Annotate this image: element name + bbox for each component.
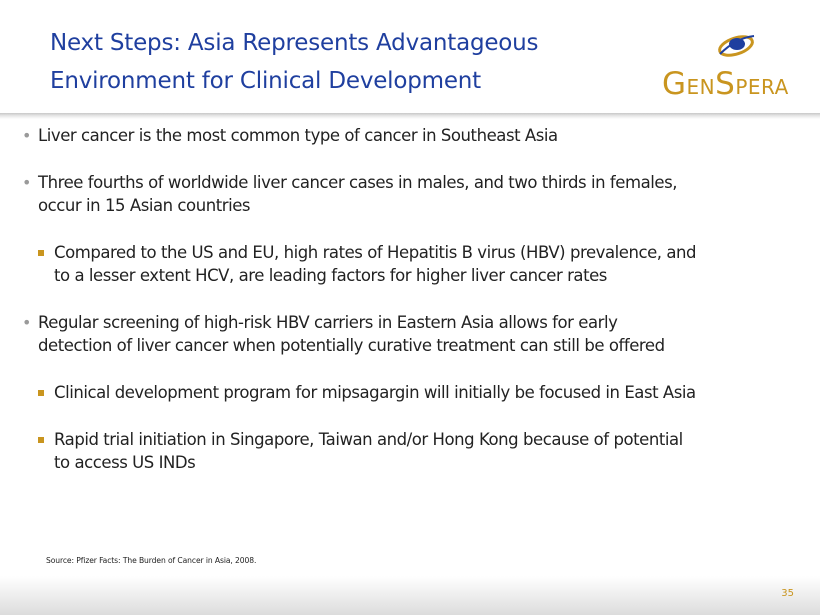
sub-bullet-1-line-2: to a lesser extent HCV, are leading factors for higher liver cancer rates xyxy=(54,266,607,285)
bullet-2 xyxy=(22,171,804,217)
sub-bullet-marker xyxy=(38,390,44,396)
sub-bullet-3-line-1: Rapid trial initiation in Singapore, Taiwan and/or Hong Kong because of potential xyxy=(54,430,683,449)
sub-bullet-1 xyxy=(22,241,804,287)
logo-letter-s: S xyxy=(715,66,736,102)
source-citation: Source: Pfizer Facts: The Burden of Cancer in Asia, 2008. xyxy=(46,556,257,565)
sub-bullet-marker xyxy=(38,250,44,256)
bullet-2-line-1: Three fourths of worldwide liver cancer cases in males, and two thirds in females, xyxy=(38,173,678,192)
genspera-logo xyxy=(660,28,810,100)
bullet-1-line-1: Liver cancer is the most common type of cancer in Southeast Asia xyxy=(38,126,558,145)
bullet-marker: • xyxy=(22,173,31,192)
sub-bullet-1-line-1: Compared to the US and EU, high rates of Hepatitis B virus (HBV) prevalence, and xyxy=(54,243,697,262)
logo-letter-g: G xyxy=(662,66,687,102)
sub-bullet-2-line-1: Clinical development program for mipsagargin will initially be focused in East Asia xyxy=(54,383,696,402)
slide-title xyxy=(50,24,610,100)
bullet-3-line-2: detection of liver cancer when potentially curative treatment can still be offered xyxy=(38,336,665,355)
sub-bullet-2 xyxy=(22,381,804,404)
bullet-1 xyxy=(22,124,804,147)
bullet-3-line-1: Regular screening of high-risk HBV carriers in Eastern Asia allows for early xyxy=(38,313,618,332)
bullet-marker: • xyxy=(22,313,31,332)
genspera-orbit-icon xyxy=(706,28,766,68)
bullet-3 xyxy=(22,311,804,357)
sub-bullet-3-line-2: to access US INDs xyxy=(54,453,196,472)
page-number: 35 xyxy=(781,588,794,599)
title-line-2: Environment for Clinical Development xyxy=(50,68,481,94)
genspera-wordmark xyxy=(662,66,789,102)
bullet-2-line-2: occur in 15 Asian countries xyxy=(38,196,251,215)
header-divider xyxy=(0,113,820,119)
bullet-marker: • xyxy=(22,126,31,145)
title-line-1: Next Steps: Asia Represents Advantageous xyxy=(50,30,539,56)
footer-bar xyxy=(0,576,820,615)
bullet-list xyxy=(22,122,804,474)
logo-letters-pera: PERA xyxy=(735,75,789,99)
sub-bullet-3 xyxy=(22,428,804,474)
logo-letters-en: EN xyxy=(686,75,716,99)
sub-bullet-marker xyxy=(38,437,44,443)
